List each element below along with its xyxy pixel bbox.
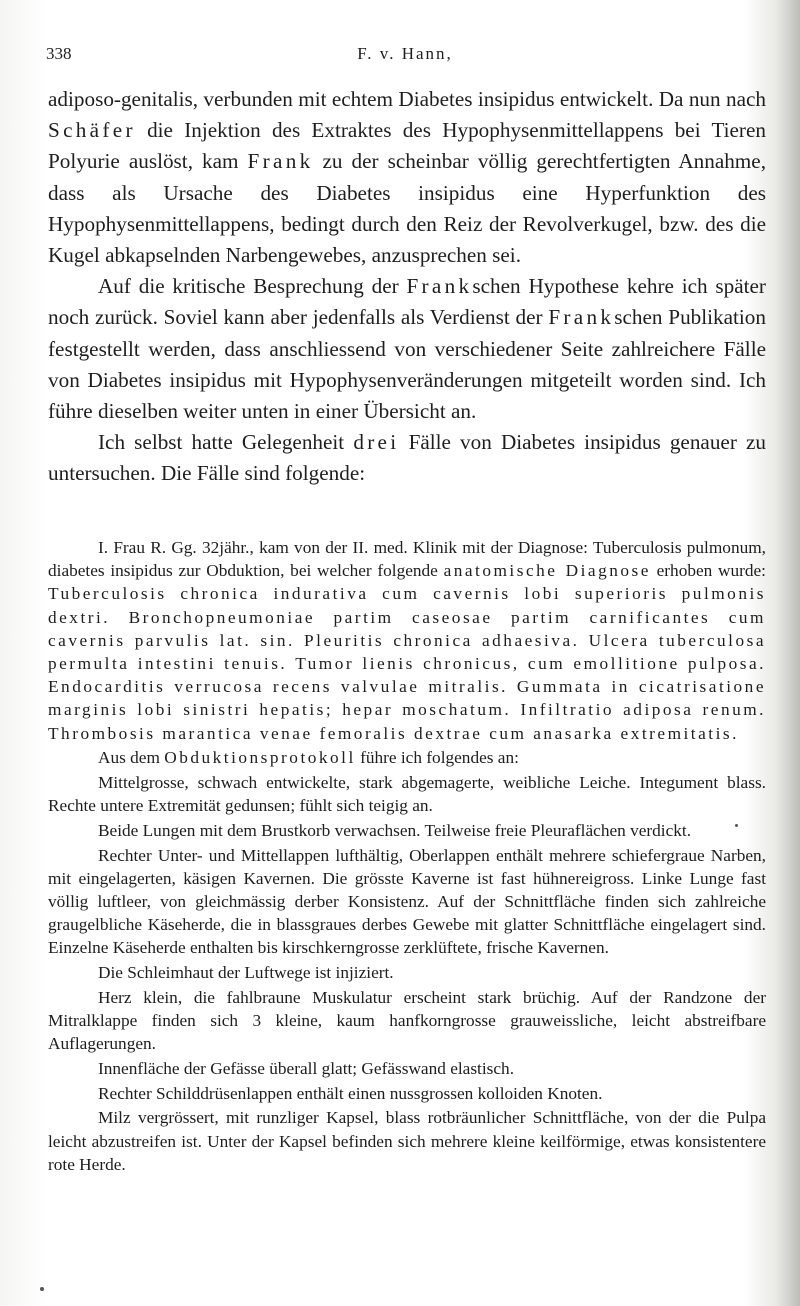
main-text (48, 84, 766, 490)
author-name-frank: Frank (247, 149, 314, 174)
protocol-label: Obduktionsprotokoll (164, 748, 356, 768)
scan-speck (735, 824, 738, 827)
finding-paragraph: Die Schleimhaut der Luftwege ist injiziert. (98, 963, 394, 983)
scan-speck (40, 1287, 44, 1291)
finding-paragraph: Innenfläche der Gefässe überall glatt; Gefässwand elastisch. (98, 1058, 515, 1078)
paragraph-own-cases: Ich selbst hatte Gelegenheit drei Fälle von Diabetes insipidus genauer zu untersuchen. Die Fälle sind folgende: (48, 430, 766, 486)
paragraph-critique: Auf die kritische Besprechung der Frankschen Hypothese kehre ich später noch zurück. Soviel kann aber jedenfalls als Verdienst der Frankschen Publikation festgestellt werden, dass anschliessend von verschiedener Seite zahlreichere Fälle von Diabetes insipidus mit Hypophysenveränderungen mitgeteilt worden sind. Ich führe dieselben weiter unten in einer Übersicht an. (48, 274, 766, 424)
case-diagnosis: I. Frau R. Gg. 32jähr., kam von der II. med. Klinik mit der Diagnose: Tuberculosis pulmonum, diabetes insipidus zur Obduktion, bei welcher folgende anatomische Diagnose erhoben wurde: Tuberculosis chronica indurativa cum cavernis lobi superioris pulmonis dextri. Bronchopneumoniae partim caseosae partim carnificantes cum cavernis parvulis lat. sin. Pleuritis chronica adhaesiva. Ulcera tuberculosa permulta intestini tenuis. Tumor lienis chronicus, cum emollitione pulposa. Endocarditis verrucosa recens valvulae mitralis. Gummata in cicatrisatione marginis lobi sinistri hepatis; hepar moschatum. Infiltratio adiposa renum. Thrombosis marantica venae femoralis dextrae cum anasarka extremitatis. (48, 538, 766, 743)
page-header (46, 44, 764, 74)
case-report (48, 536, 766, 1177)
author-name-frank: Frank (548, 305, 615, 330)
finding-paragraph: Rechter Unter- und Mittellappen lufthältig, Oberlappen enthält mehrere schiefergraue Narben, mit eingelagerten, käsigen Kavernen. Die grösste Kaverne ist fast hühnereigross. Linke Lunge fast völlig luftleer, von gleichmässig derber Konsistenz. Auf der Schnittfläche finden sich zahlreiche graugelbliche Käseherde, die in blassgraues derbes Gewebe mit glatter Schnittfläche eingelagert sind. Einzelne Käseherde enthalten bis kirschkerngrosse zerklüftete, frische Kavernen. (48, 845, 766, 958)
finding-paragraph: Rechter Schilddrüsenlappen enthält einen nussgrossen kolloiden Knoten. (98, 1083, 603, 1103)
anatomical-diagnosis-label: anatomische Diagnose (443, 561, 651, 581)
author-name-schaefer: Schäfer (48, 118, 136, 143)
finding-paragraph: Herz klein, die fahlbraune Muskulatur erscheint stark brüchig. Auf der Randzone der Mitralklappe finden sich 3 kleine, kaum hanfkorngrosse grauweissliche, leicht abstreifbare Auflagerungen. (48, 987, 766, 1054)
latin-diagnosis: Tuberculosis chronica indurativa cum cavernis lobi superioris pulmonis dextri. Bronchopneumoniae partim caseosae partim carnificantes cum cavernis parvulis lat. sin. Pleuritis chronica adhaesiva. Ulcera tuberculosa permulta intestini tenuis. Tumor lienis chronicus, cum emollitione pulposa. Endocarditis verrucosa recens valvulae mitralis. Gummata in cicatrisatione marginis lobi sinistri hepatis; hepar moschatum. Infiltratio adiposa renum. Thrombosis marantica venae femoralis dextrae cum anasarka extremitatis. (48, 584, 766, 743)
finding-paragraph: Mittelgrosse, schwach entwickelte, stark abgemagerte, weibliche Leiche. Integument blass. Rechte untere Extremität gedunsen; fühlt sich teigig an. (48, 773, 766, 816)
paragraph-frank-hypothesis: adiposo-genitalis, verbunden mit echtem Diabetes insipidus entwickelt. Da nun nach Schäfer die Injektion des Extraktes des Hypophysenmittellappens bei Tieren Polyurie auslöst, kam Frank zu der scheinbar völlig gerechtfertigten Annahme, dass als Ursache des Diabetes insipidus eine Hyperfunktion des Hypophysenmittellappens, bedingt durch den Reiz der Revolverkugel, bzw. des die Kugel abkapselnden Narbengewebes, anzusprechen sei. (48, 87, 766, 268)
running-title: F. v. Hann, (357, 44, 453, 63)
protocol-intro: Aus dem Obduktionsprotokoll führe ich folgendes an: (98, 748, 519, 768)
finding-paragraph: Beide Lungen mit dem Brustkorb verwachsen. Teilweise freie Pleuraflächen verdickt. (98, 820, 692, 840)
finding-paragraph: Milz vergrössert, mit runzliger Kapsel, blass rotbräunlicher Schnittfläche, von der die Pulpa leicht abzustreifen ist. Unter der Kapsel befinden sich mehrere kleine keilförmige, etwas konsistentere rote Herde. (48, 1108, 766, 1174)
page-number: 338 (46, 44, 72, 63)
author-name-frank: Frank (406, 274, 473, 299)
emphasis-drei: drei (353, 430, 400, 455)
